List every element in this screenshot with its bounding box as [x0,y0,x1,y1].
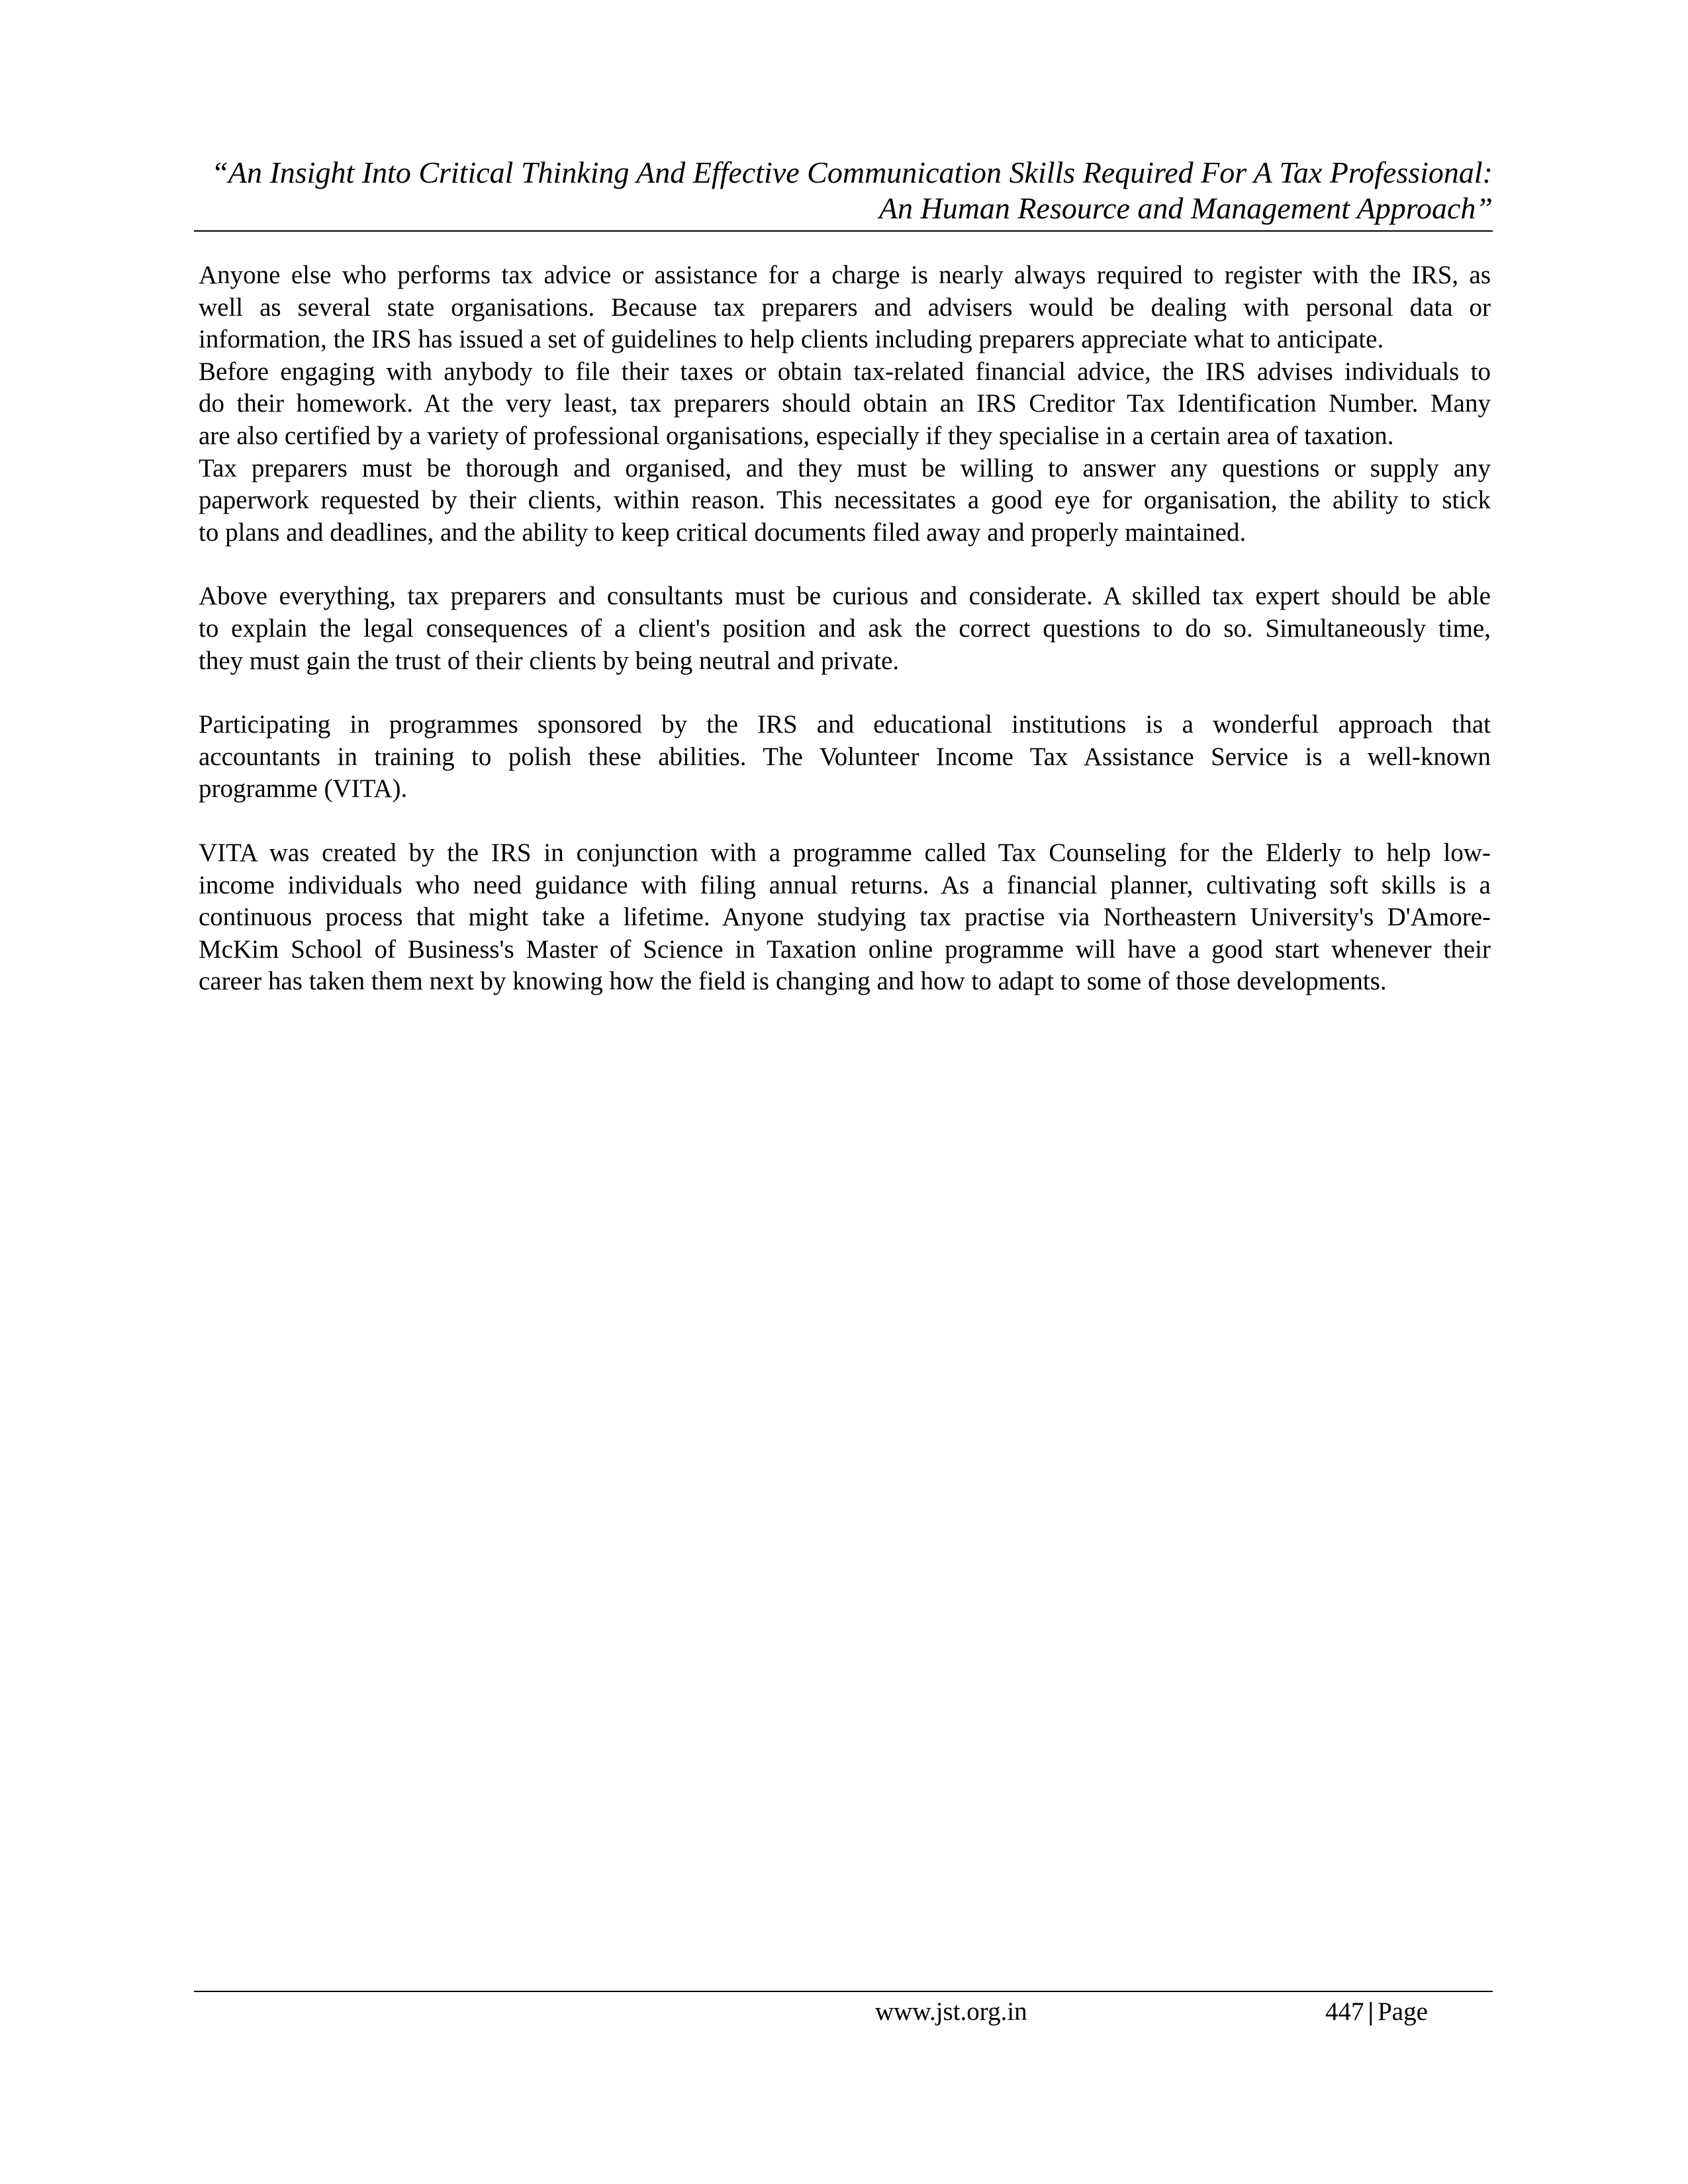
header-divider [194,230,1493,232]
text-line: continuous process that might take a lifetime. Anyone studying tax practise via Northeastern University's D'Amore- [199,903,1491,932]
text-line: information, the IRS has issued a set of guidelines to help clients including preparers appreciate what to anticipate. [199,325,1384,354]
text-line: career has taken them next by knowing how the field is changing and how to adapt to some of those developments. [199,967,1387,996]
text-line: they must gain the trust of their clients by being neutral and private. [199,646,900,675]
text-line: Tax preparers must be thorough and organised, and they must be willing to answer any questions or supply any [199,453,1491,482]
header-title-line-1: “An Insight Into Critical Thinking And Effective Communication Skills Required For A Tax Professional: [211,156,1493,189]
page-separator: | [1368,1997,1374,2026]
text-line: accountants in training to polish these abilities. The Volunteer Income Tax Assistance Service is a well-known [199,742,1491,771]
page-label: Page [1378,1997,1428,2026]
text-line: Above everything, tax preparers and consultants must be curious and considerate. A skilled tax expert should be able [199,582,1491,611]
text-line: do their homework. At the very least, tax preparers should obtain an IRS Creditor Tax Identification Number. Many [199,389,1491,418]
text-line: Anyone else who performs tax advice or assistance for a charge is nearly always required to register with the IRS, as [199,261,1491,289]
text-line: well as several state organisations. Because tax preparers and advisers would be dealing with personal data or [199,293,1491,322]
paragraph [199,837,1491,998]
text-line: to plans and deadlines, and the ability to keep critical documents filed away and properly maintained. [199,518,1246,547]
footer-divider [194,1991,1493,1992]
text-line: are also certified by a variety of professional organisations, especially if they specialise in a certain area of taxation. [199,421,1394,450]
text-line: Before engaging with anybody to file their taxes or obtain tax-related financial advice, the IRS advises individuals to [199,357,1491,386]
text-line: paperwork requested by their clients, within reason. This necessitates a good eye for organisation, the ability to stick [199,486,1491,515]
page-number-value: 447 [1325,1997,1364,2026]
text-line: McKim School of Business's Master of Science in Taxation online programme will have a good start whenever their [199,934,1491,964]
paragraph [199,580,1491,677]
text-line: income individuals who need guidance with filing annual returns. As a financial planner, cultivating soft skills is a [199,870,1491,899]
text-line: VITA was created by the IRS in conjunction with a programme called Tax Counseling for the Elderly to help low- [199,838,1491,867]
text-line: to explain the legal consequences of a client's position and ask the correct questions to do so. Simultaneously time, [199,614,1491,643]
text-line: Participating in programmes sponsored by the IRS and educational institutions is a wonderful approach that [199,710,1491,739]
paragraph [199,709,1491,805]
page-number [1325,1996,1428,2028]
header-title-line-2: An Human Resource and Management Approach” [878,191,1493,225]
article-body [199,259,1491,1030]
footer-url: www.jst.org.in [875,1997,1027,2026]
text-line: programme (VITA). [199,774,408,803]
paragraph [199,259,1491,549]
running-header [194,155,1493,226]
